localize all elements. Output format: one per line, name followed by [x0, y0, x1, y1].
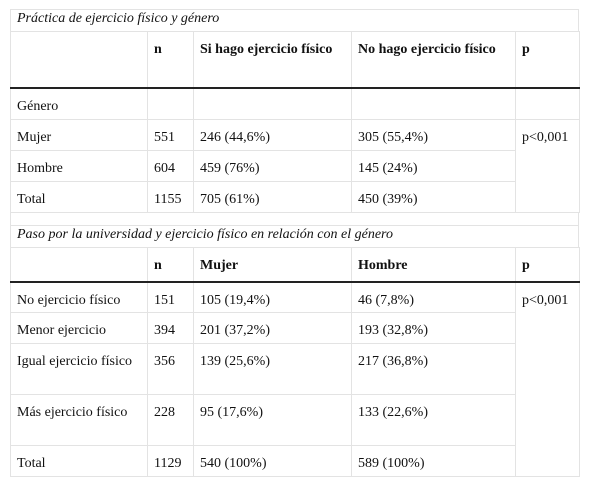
table1-header-row [11, 32, 580, 88]
table2-header-hombre: Hombre [352, 248, 516, 282]
row-label: Hombre [11, 151, 148, 182]
table1-header-n: n [148, 32, 194, 88]
table1-header-exercise-no: No hago ejercicio físico [352, 32, 516, 88]
cell-value: 145 (24%) [352, 151, 516, 182]
cell-value: 589 (100%) [352, 446, 516, 477]
tables-container [10, 9, 579, 477]
row-label: Menor ejercicio [11, 313, 148, 344]
table1-header-p: p [516, 32, 580, 88]
table2-caption: Paso por la universidad y ejercicio físico en relación con el género [10, 225, 579, 247]
cell-n: 356 [148, 344, 194, 395]
cell-n: 604 [148, 151, 194, 182]
table1-section-row [11, 88, 580, 120]
cell-value: 705 (61%) [194, 182, 352, 213]
table-row [11, 446, 580, 477]
row-label: Más ejercicio físico [11, 395, 148, 446]
table-row [11, 182, 580, 213]
cell-value: 193 (32,8%) [352, 313, 516, 344]
cell-value: 139 (25,6%) [194, 344, 352, 395]
table-row [11, 313, 580, 344]
cell-n: 1129 [148, 446, 194, 477]
row-label: Total [11, 182, 148, 213]
table-row [11, 344, 580, 395]
cell-value: 459 (76%) [194, 151, 352, 182]
table1-caption: Práctica de ejercicio físico y género [10, 9, 579, 31]
table1-header-empty [11, 32, 148, 88]
cell-value: 450 (39%) [352, 182, 516, 213]
table-row [11, 120, 580, 151]
table-row [11, 151, 580, 182]
table2-header-n: n [148, 248, 194, 282]
table1-section-label: Género [11, 88, 148, 120]
table1-p-value: p<0,001 [516, 120, 580, 213]
table2 [10, 247, 580, 477]
cell-value: 133 (22,6%) [352, 395, 516, 446]
cell-value: 540 (100%) [194, 446, 352, 477]
cell-value: 46 (7,8%) [352, 282, 516, 313]
cell-value: 105 (19,4%) [194, 282, 352, 313]
cell-value: 201 (37,2%) [194, 313, 352, 344]
table2-header-p: p [516, 248, 580, 282]
table-gap [10, 213, 579, 225]
table1-header-exercise-yes: Si hago ejercicio físico [194, 32, 352, 88]
cell-n: 1155 [148, 182, 194, 213]
table1 [10, 31, 580, 213]
row-label: Total [11, 446, 148, 477]
row-label: Igual ejercicio físico [11, 344, 148, 395]
row-label: No ejercicio físico [11, 282, 148, 313]
cell-n: 394 [148, 313, 194, 344]
cell-n: 151 [148, 282, 194, 313]
table-row [11, 395, 580, 446]
cell-value: 246 (44,6%) [194, 120, 352, 151]
table2-p-value: p<0,001 [516, 282, 580, 477]
row-label: Mujer [11, 120, 148, 151]
cell-n: 551 [148, 120, 194, 151]
table2-header-mujer: Mujer [194, 248, 352, 282]
cell-n: 228 [148, 395, 194, 446]
cell-value: 305 (55,4%) [352, 120, 516, 151]
cell-value: 217 (36,8%) [352, 344, 516, 395]
table2-header-row [11, 248, 580, 282]
cell-value: 95 (17,6%) [194, 395, 352, 446]
table2-header-empty [11, 248, 148, 282]
table-row [11, 282, 580, 313]
